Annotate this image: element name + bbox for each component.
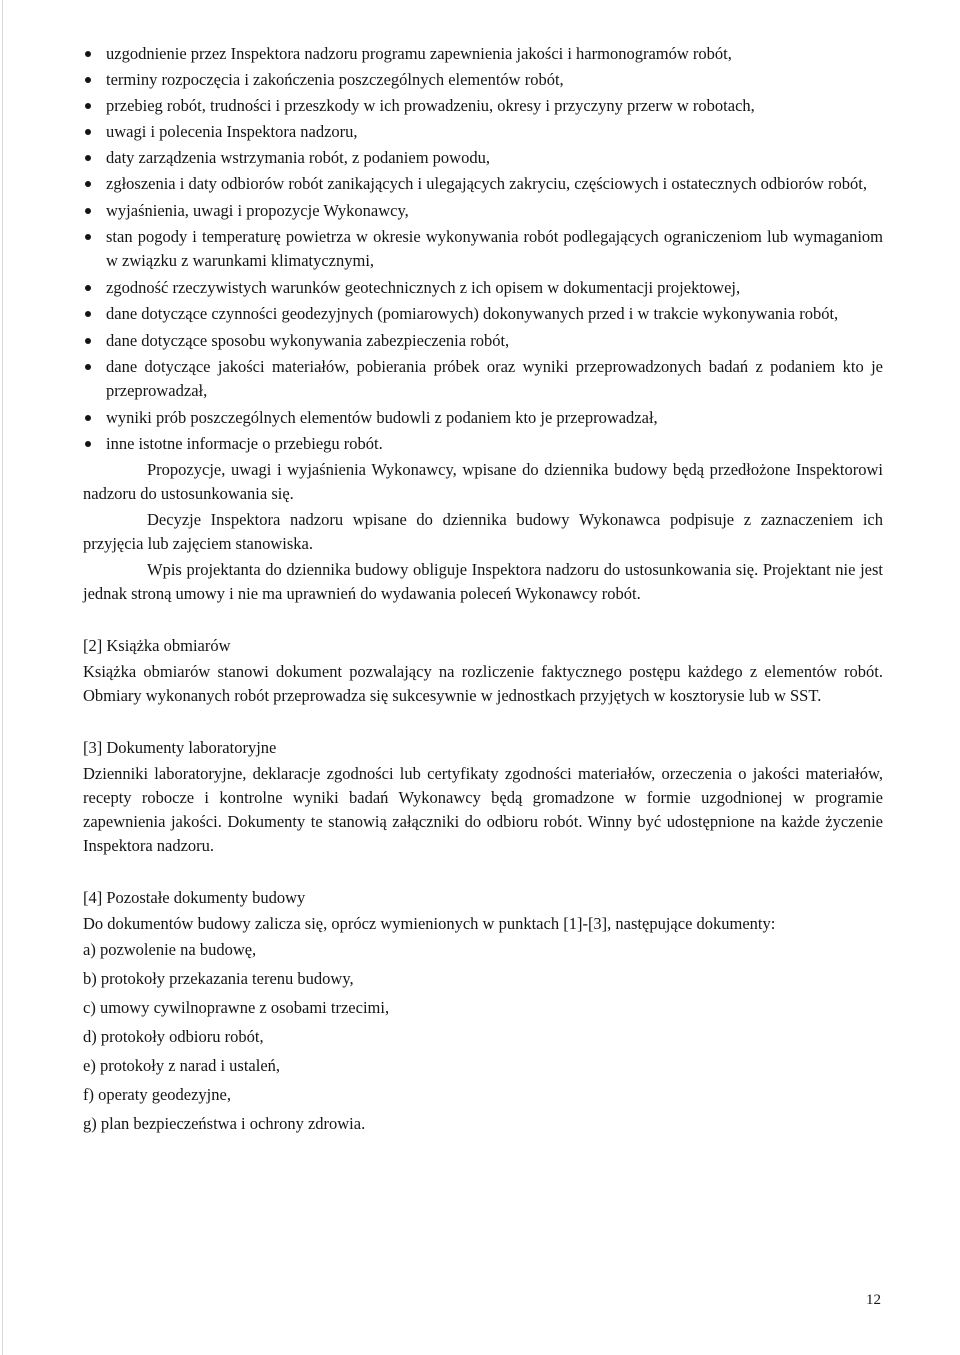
list-item: b) protokoły przekazania terenu budowy, <box>83 969 354 988</box>
list-item: c) umowy cywilnoprawne z osobami trzecimi, <box>83 998 390 1017</box>
bullet-icon <box>85 364 91 370</box>
document-page <box>83 42 883 1141</box>
list-item: uwagi i polecenia Inspektora nadzoru, <box>83 120 883 144</box>
bullet-icon <box>85 285 91 291</box>
paragraph-proposals: Propozycje, uwagi i wyjaśnienia Wykonawcy, wpisane do dziennika budowy będą przedłożone Inspektorowi nadzoru do ustosunkowania się. <box>83 460 883 503</box>
list-item: g) plan bezpieczeństwa i ochrony zdrowia. <box>83 1114 366 1133</box>
list-item: f) operaty geodezyjne, <box>83 1085 231 1104</box>
section-title-other-documents: [4] Pozostałe dokumenty budowy <box>83 888 306 907</box>
bullet-icon <box>85 77 91 83</box>
bullet-icon <box>85 234 91 240</box>
bullet-icon <box>85 181 91 187</box>
list-item: przebieg robót, trudności i przeszkody w ich prowadzeniu, okresy i przyczyny przerw w robotach, <box>83 94 883 118</box>
list-item: daty zarządzenia wstrzymania robót, z podaniem powodu, <box>83 146 883 170</box>
list-item: inne istotne informacje o przebiegu robót. <box>83 432 883 456</box>
page-number: 12 <box>866 1292 881 1308</box>
bullet-icon <box>85 155 91 161</box>
list-item: d) protokoły odbioru robót, <box>83 1027 264 1046</box>
paragraph-designer-entry: Wpis projektanta do dziennika budowy obliguje Inspektora nadzoru do ustosunkowania się. Projektant nie jest jednak stroną umowy i nie ma uprawnień do wydawania poleceń Wykonawcy robót. <box>83 560 883 603</box>
list-item: dane dotyczące sposobu wykonywania zabezpieczenia robót, <box>83 329 883 353</box>
other-documents-list <box>83 938 883 1136</box>
paragraph-decisions: Decyzje Inspektora nadzoru wpisane do dziennika budowy Wykonawca podpisuje z zaznaczeniem ich przyjęcia lub zajęciem stanowiska. <box>83 510 883 553</box>
bullet-icon <box>85 311 91 317</box>
bullet-icon <box>85 129 91 135</box>
section-body-laboratory-documents: Dzienniki laboratoryjne, deklaracje zgodności lub certyfikaty zgodności materiałów, orzeczenia o jakości materiałów, recepty robocze i kontrolne wyniki badań Wykonawcy będą gromadzone w formie uzgodnionej w programie zapewnienia jakości. Dokumenty te stanowią załączniki do odbioru robót. Winny być udostępnione na każde życzenie Inspektora nadzoru. <box>83 764 883 855</box>
section-title-laboratory-documents: [3] Dokumenty laboratoryjne <box>83 738 277 757</box>
list-item: dane dotyczące jakości materiałów, pobierania próbek oraz wyniki przeprowadzonych badań z podaniem kto je przeprowadzał, <box>83 355 883 403</box>
list-item: dane dotyczące czynności geodezyjnych (pomiarowych) dokonywanych przed i w trakcie wykonywania robót, <box>83 302 883 326</box>
section-title-measurement-book: [2] Książka obmiarów <box>83 636 231 655</box>
bullet-icon <box>85 338 91 344</box>
bullet-icon <box>85 441 91 447</box>
list-item: uzgodnienie przez Inspektora nadzoru programu zapewnienia jakości i harmonogramów robót, <box>83 42 883 66</box>
diary-entries-list <box>83 42 883 456</box>
list-item: zgłoszenia i daty odbiorów robót zanikających i ulegających zakryciu, częściowych i ostatecznych odbiorów robót, <box>83 172 883 196</box>
section-body-measurement-book: Książka obmiarów stanowi dokument pozwalający na rozliczenie faktycznego postępu każdego z elementów robót. Obmiary wykonanych robót przeprowadza się sukcesywnie w jednostkach przyjętych w kosztorysie lub w SST. <box>83 662 883 705</box>
bullet-icon <box>85 103 91 109</box>
bullet-icon <box>85 415 91 421</box>
list-item: wyjaśnienia, uwagi i propozycje Wykonawcy, <box>83 199 883 223</box>
list-item: stan pogody i temperaturę powietrza w okresie wykonywania robót podlegających ograniczeniom lub wymaganiom w związku z warunkami klimatycznymi, <box>83 225 883 273</box>
list-item: a) pozwolenie na budowę, <box>83 940 257 959</box>
list-item: zgodność rzeczywistych warunków geotechnicznych z ich opisem w dokumentacji projektowej, <box>83 276 883 300</box>
list-item: wyniki prób poszczególnych elementów budowli z podaniem kto je przeprowadzał, <box>83 406 883 430</box>
bullet-icon <box>85 208 91 214</box>
list-item: terminy rozpoczęcia i zakończenia poszczególnych elementów robót, <box>83 68 883 92</box>
scan-edge-line <box>2 0 3 1355</box>
list-item: e) protokoły z narad i ustaleń, <box>83 1056 281 1075</box>
bullet-icon <box>85 51 91 57</box>
section-body-other-documents: Do dokumentów budowy zalicza się, oprócz wymienionych w punktach [1]-[3], następujące dokumenty: <box>83 914 776 933</box>
